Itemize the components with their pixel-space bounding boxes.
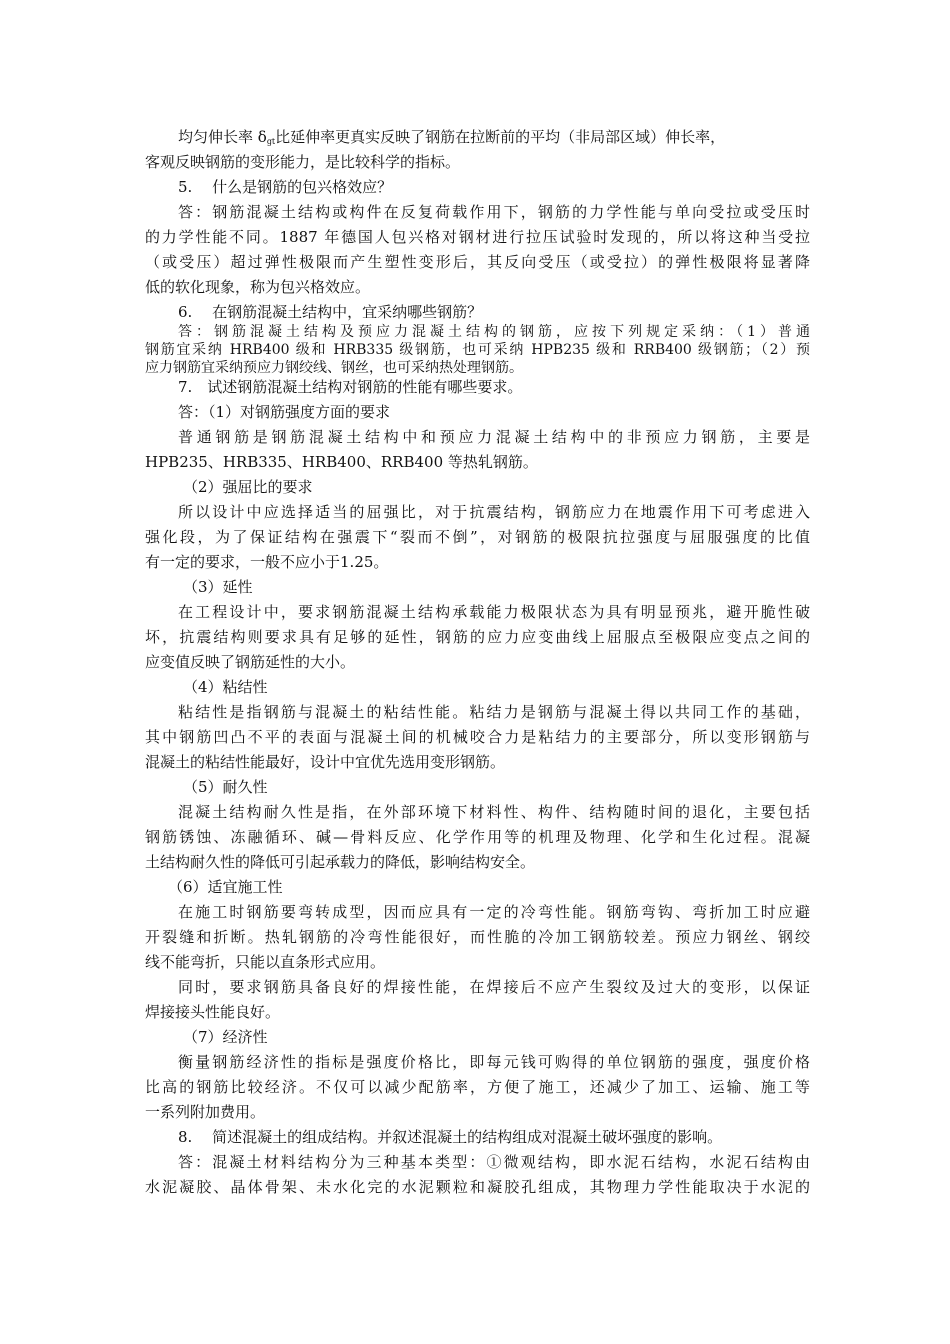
paragraph-line: 客观反映钢筋的变形能力，是比较科学的指标。: [145, 153, 461, 171]
answer-line: 钢筋锈蚀、冻融循环、碱—骨料反应、化学作用等的机理及物理、化学和生化过程。混凝: [145, 828, 810, 846]
answer-line: 所以设计中应选择适当的屈强比，对于抗震结构，钢筋应力在地震作用下可考虑进入: [178, 503, 810, 521]
subheading: （2）强屈比的要求: [183, 478, 313, 496]
subheading: （5）耐久性: [183, 778, 268, 796]
answer-line: 的力学性能不同。1887 年德国人包兴格对钢材进行拉压试验时发现的，所以将这种当受拉: [145, 228, 810, 246]
answer-line: 应力钢筋宜采纳预应力钢绞线、钢丝，也可采纳热处理钢筋。: [145, 360, 523, 376]
answer-line: 答：钢筋混凝土结构及预应力混凝土结构的钢筋，应按下列规定采纳：（1）普通: [178, 324, 810, 340]
question-heading: 7. 试述钢筋混凝土结构对钢筋的性能有哪些要求。: [178, 378, 523, 396]
answer-line: 比高的钢筋比较经济。不仅可以减少配筋率，方便了施工，还减少了加工、运输、施工等: [145, 1078, 810, 1096]
answer-line: 答：钢筋混凝土结构或构件在反复荷载作用下，钢筋的力学性能与单向受拉或受压时: [178, 203, 810, 221]
answer-line: 焊接接头性能良好。: [145, 1003, 281, 1021]
subscript: gt: [266, 137, 276, 146]
answer-line: 普通钢筋是钢筋混凝土结构中和预应力混凝土结构中的非预应力钢筋，主要是: [178, 428, 810, 446]
answer-line: 在工程设计中，要求钢筋混凝土结构承载能力极限状态为具有明显预兆，避开脆性破: [178, 603, 810, 621]
subheading: （4）粘结性: [183, 678, 268, 696]
subheading: （6）适宜施工性: [168, 878, 283, 896]
text-span: 均匀伸长率 δ: [178, 128, 267, 146]
question-heading: 8. 简述混凝土的组成结构。并叙述混凝土的结构组成对混凝土破坏强度的影响。: [178, 1128, 723, 1146]
paragraph-line: [178, 127, 810, 147]
text-span: 比延伸率更真实反映了钢筋在拉断前的平均（非局部区域）伸长率，: [275, 128, 726, 146]
subheading: 答：（1）对钢筋强度方面的要求: [178, 403, 391, 421]
answer-line: 线不能弯折，只能以直条形式应用。: [145, 953, 386, 971]
answer-line: 土结构耐久性的降低可引起承载力的降低，影响结构安全。: [145, 853, 536, 871]
answer-line: 同时，要求钢筋具备良好的焊接性能，在焊接后不应产生裂纹及过大的变形，以保证: [178, 978, 810, 996]
question-heading: 5. 什么是钢筋的包兴格效应？: [178, 178, 393, 196]
subheading: （3）延性: [183, 578, 253, 596]
answer-line: 在施工时钢筋要弯转成型，因而应具有一定的冷弯性能。钢筋弯钩、弯折加工时应避: [178, 903, 810, 921]
answer-line: 应变值反映了钢筋延性的大小。: [145, 653, 356, 671]
answer-line: 强化段，为了保证结构在强震下“裂而不倒”，对钢筋的极限抗拉强度与屈服强度的比值: [145, 528, 810, 546]
answer-line: 有一定的要求，一般不应小于1.25。: [145, 553, 389, 571]
answer-line: 坏，抗震结构则要求具有足够的延性，钢筋的应力应变曲线上屈服点至极限应变点之间的: [145, 628, 810, 646]
answer-line: HPB235、HRB335、HRB400、RRB400 等热轧钢筋。: [145, 453, 538, 471]
answer-line: 其中钢筋凹凸不平的表面与混凝土间的机械咬合力是粘结力的主要部分，所以变形钢筋与: [145, 728, 810, 746]
answer-line: 水泥凝胶、晶体骨架、未水化完的水泥颗粒和凝胶孔组成，其物理力学性能取决于水泥的: [145, 1178, 810, 1196]
answer-line: （或受压）超过弹性极限而产生塑性变形后，其反向受压（或受拉）的弹性极限将显著降: [145, 253, 810, 271]
answer-line: 低的软化现象，称为包兴格效应。: [145, 278, 371, 296]
answer-line: 粘结性是指钢筋与混凝土的粘结性能。粘结力是钢筋与混凝土得以共同工作的基础，: [178, 703, 810, 721]
subheading: （7）经济性: [183, 1028, 268, 1046]
answer-line: 开裂缝和折断。热轧钢筋的冷弯性能很好，而性脆的冷加工钢筋较差。预应力钢丝、钢绞: [145, 928, 810, 946]
answer-line: 答：混凝土材料结构分为三种基本类型：①微观结构，即水泥石结构，水泥石结构由: [178, 1153, 810, 1171]
answer-line: 混凝土结构耐久性是指，在外部环境下材料性、构件、结构随时间的退化，主要包括: [178, 803, 810, 821]
answer-line: 钢筋宜采纳 HRB400 级和 HRB335 级钢筋，也可采纳 HPB235 级和 RRB400 级钢筋；（2）预: [145, 342, 810, 358]
answer-line: 衡量钢筋经济性的指标是强度价格比，即每元钱可购得的单位钢筋的强度，强度价格: [178, 1053, 810, 1071]
question-heading: 6. 在钢筋混凝土结构中，宜采纳哪些钢筋？: [178, 303, 483, 321]
answer-line: 混凝土的粘结性能最好，设计中宜优先选用变形钢筋。: [145, 753, 506, 771]
answer-line: 一系列附加费用。: [145, 1103, 266, 1121]
